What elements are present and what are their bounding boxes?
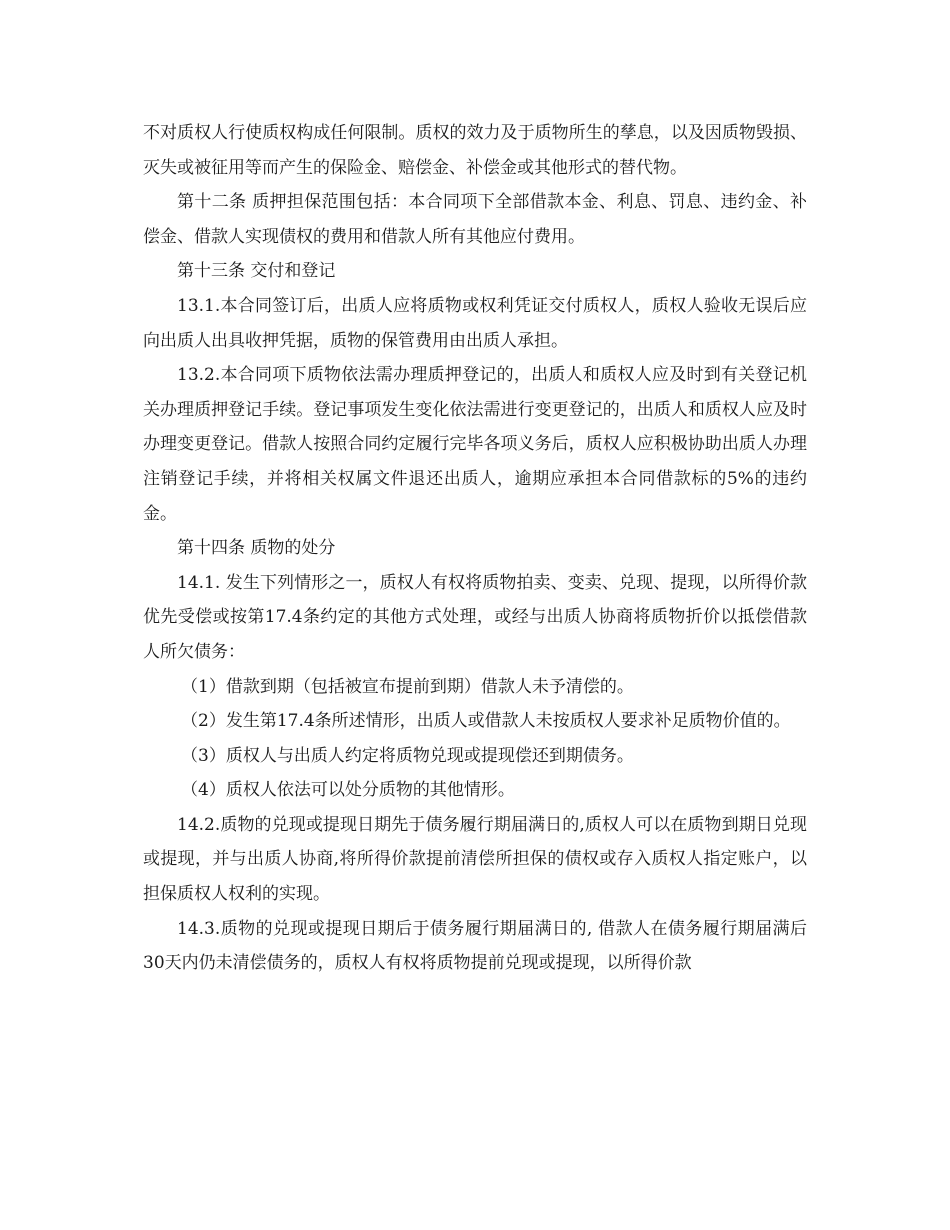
clause-13-1: 13.1.本合同签订后，出质人应将质物或权利凭证交付质权人，质权人验收无误后应向出质人出具收押凭据，质物的保管费用由出质人承担。 [143,295,807,351]
list-item-4: （4）质权人依法可以处分质物的其他情形。 [181,780,515,801]
clause-14-3: 14.3.质物的兑现或提现日期后于债务履行期届满日的, 借款人在债务履行期届满后30天内仍未清偿债务的，质权人有权将质物提前兑现或提现，以所得价款 [143,918,807,974]
list-item-3: （3）质权人与出质人约定将质物兑现或提现偿还到期债务。 [181,745,634,766]
article-13-heading: 第十三条 交付和登记 [177,261,336,282]
clause-14-2: 14.2.质物的兑现或提现日期先于债务履行期届满日的,质权人可以在质物到期日兑现或提现，并与出质人协商,将所得价款提前清偿所担保的债权或存入质权人指定账户，以担保质权人权利的实现。 [143,814,807,905]
article-14-heading: 第十四条 质物的处分 [177,538,336,559]
clause-13-2: 13.2.本合同项下质物依法需办理质押登记的，出质人和质权人应及时到有关登记机关办理质押登记手续。登记事项发生变化依法需进行变更登记的，出质人和质权人应及时办理变更登记。借款人按照合同约定履行完毕各项义务后，质权人应积极协助出质人办理注销登记手续，并将相关权属文件退还出质人，逾期应承担本合同借款标的5%的违约金。 [143,365,807,524]
list-item-1: （1）借款到期（包括被宣布提前到期）借款人未予清偿的。 [181,676,634,697]
list-item-2: （2）发生第17.4条所述情形，出质人或借款人未按质权人要求补足质物价值的。 [181,711,791,732]
document-body [143,116,807,981]
paragraph-continuation: 不对质权人行使质权构成任何限制。质权的效力及于质物所生的孳息，以及因质物毁损、灭失或被征用等而产生的保险金、赔偿金、补偿金或其他形式的替代物。 [143,123,807,178]
clause-14-1: 14.1. 发生下列情形之一，质权人有权将质物拍卖、变卖、兑现、提现，以所得价款优先受偿或按第17.4条约定的其他方式处理，或经与出质人协商将质物折价以抵偿借款人所欠债务： [143,572,807,662]
article-12-paragraph: 第十二条 质押担保范围包括：本合同项下全部借款本金、利息、罚息、违约金、补偿金、借款人实现债权的费用和借款人所有其他应付费用。 [143,192,807,247]
